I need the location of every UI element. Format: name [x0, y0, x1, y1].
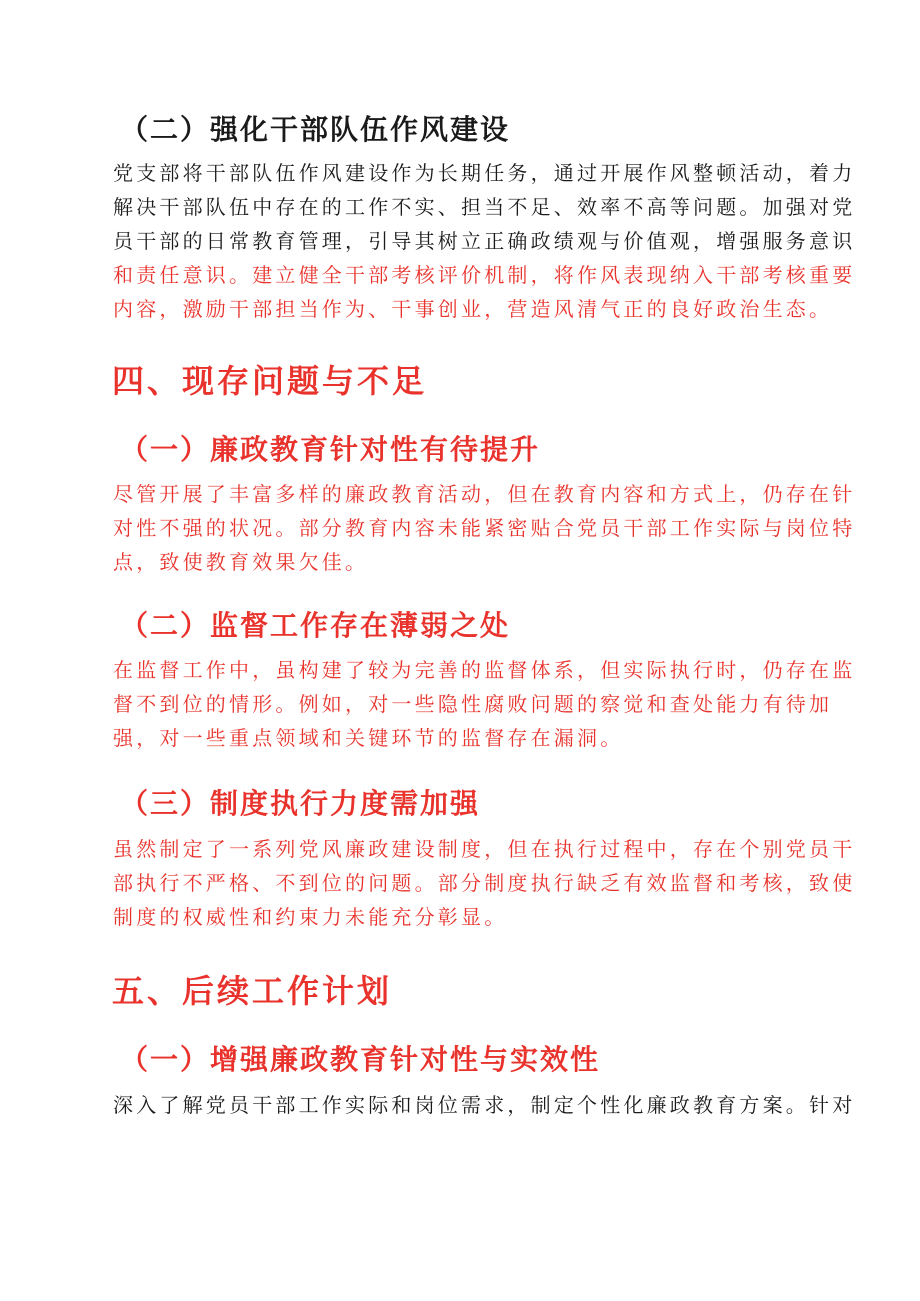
- paragraph-line: 对性不强的状况。部分教育内容未能紧密贴合党员干部工作实际与岗位特: [113, 516, 856, 540]
- paragraph-line: 员干部的日常教育管理，引导其树立正确政绩观与价值观，增强服务意识: [113, 229, 856, 253]
- paragraph-line: 虽然制定了一系列党风廉政建设制度，但在执行过程中，存在个别党员干: [113, 837, 856, 861]
- paragraph-education: [113, 477, 855, 579]
- paragraph-enhance-education: [113, 1088, 855, 1122]
- paragraph-line: 点，致使教育效果欠佳。: [113, 550, 369, 574]
- paragraph-line: 强，对一些重点领域和关键环节的监督存在漏洞。: [113, 726, 624, 750]
- paragraph-line: 和责任意识。建立健全干部考核评价机制，将作风表现纳入干部考核重要: [113, 263, 856, 287]
- paragraph-line: 内容，激励干部担当作为、干事创业，营造风清气正的良好政治生态。: [113, 297, 833, 321]
- paragraph-line: 尽管开展了丰富多样的廉政教育活动，但在教育内容和方式上，仍存在针: [113, 482, 856, 506]
- paragraph-line: 党支部将干部队伍作风建设作为长期任务，通过开展作风整顿活动，着力: [113, 161, 856, 185]
- subsection-heading-supervision: （二）监督工作存在薄弱之处: [120, 609, 511, 642]
- subsection-heading-enhance-education: （一）增强廉政教育针对性与实效性: [120, 1043, 601, 1076]
- paragraph-cadre-style: [113, 156, 855, 326]
- paragraph-line: 部执行不严格、不到位的问题。部分制度执行缺乏有效监督和考核，致使: [113, 871, 856, 895]
- paragraph-line: 督不到位的情形。例如，对一些隐性腐败问题的察觉和查处能力有待加: [113, 692, 833, 716]
- paragraph-enforcement: [113, 832, 855, 934]
- subsection-heading-cadre-style: （二）强化干部队伍作风建设: [120, 113, 511, 146]
- paragraph-line: 制度的权威性和约束力未能充分彰显。: [113, 905, 508, 929]
- subsection-heading-enforcement: （三）制度执行力度需加强: [120, 787, 481, 820]
- paragraph-line: 深入了解党员干部工作实际和岗位需求，制定个性化廉政教育方案。针对: [113, 1093, 856, 1117]
- paragraph-supervision: [113, 653, 855, 755]
- paragraph-line: 解决干部队伍中存在的工作不实、担当不足、效率不高等问题。加强对党: [113, 195, 856, 219]
- subsection-heading-education: （一）廉政教育针对性有待提升: [120, 433, 541, 466]
- paragraph-line: 在监督工作中，虽构建了较为完善的监督体系，但实际执行时，仍存在监: [113, 658, 856, 682]
- section-title-follow-up-plan: 五、后续工作计划: [112, 972, 393, 1010]
- section-title-existing-problems: 四、现存问题与不足: [112, 362, 428, 400]
